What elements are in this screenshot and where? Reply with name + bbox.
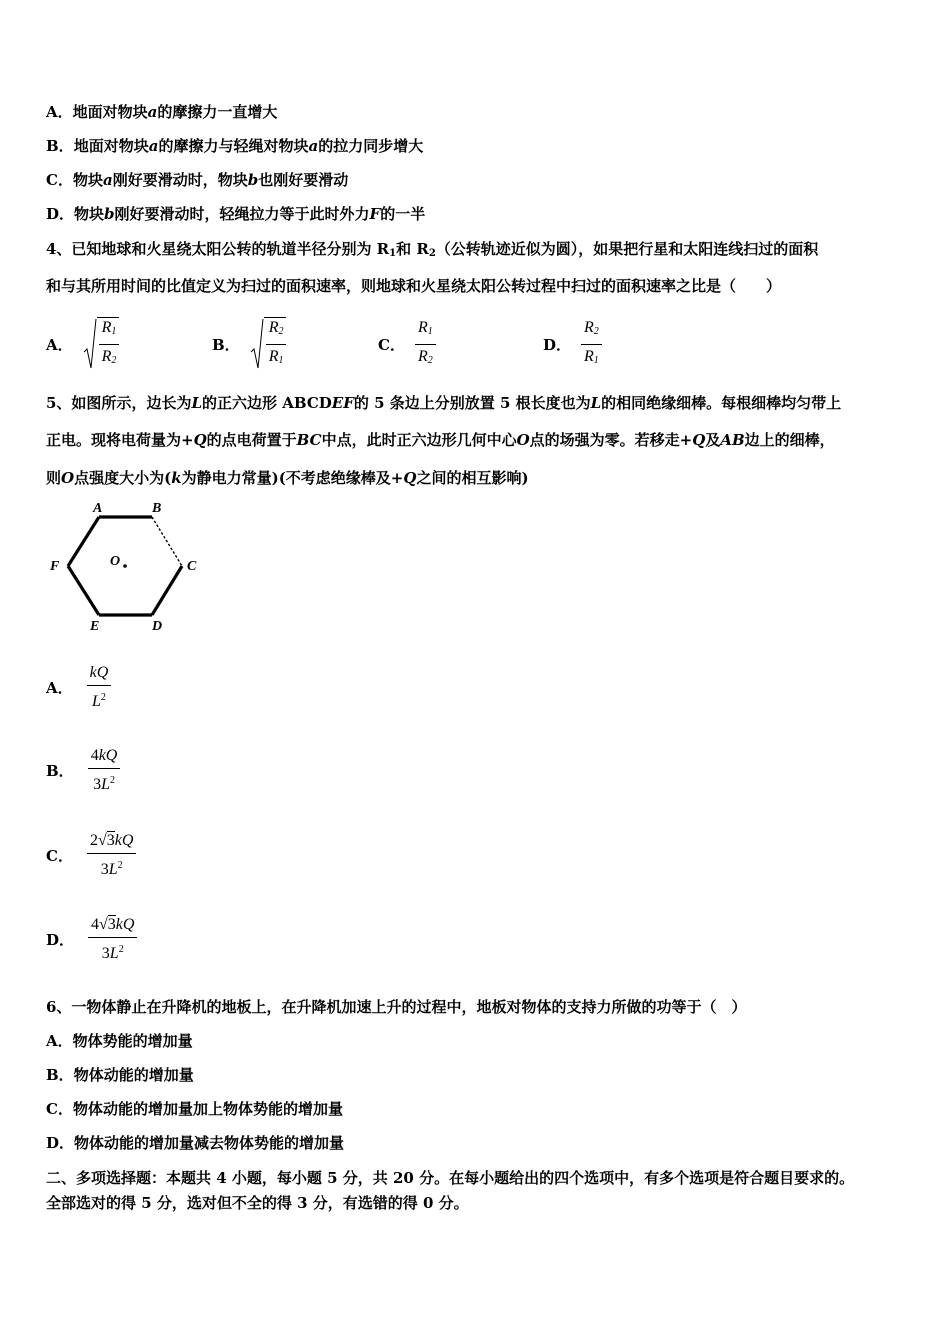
edge-bc-dashed xyxy=(152,517,182,566)
rod-fa xyxy=(68,517,99,566)
q4-stem-line2: 和与其所用时间的比值定义为扫过的面积速率，则地球和火星绕太阳公转过程中扫过的面积速率之比是（ ） xyxy=(46,277,782,295)
fraction: $\frac{2√3kQ}{3L^2}$ xyxy=(87,831,136,880)
vertex-label-a: A xyxy=(93,501,103,516)
q4-option-a: A． $\frac{R_1}{R_2}$ xyxy=(46,314,119,374)
section2-scoring: 全部选对的得 5 分，选对但不全的得 3 分，有选错的得 0 分。 xyxy=(46,1194,469,1212)
vertex-label-d: D xyxy=(152,619,163,634)
q6-option-c: C．物体动能的增加量加上物体势能的增加量 xyxy=(46,1100,343,1118)
rod-ef xyxy=(68,566,99,615)
q5-stem-line2: 正电。现将电荷量为+Q的点电荷置于BC中点，此时正六边形几何中心O点的场强为零。若移走+Q及AB边上的细棒， xyxy=(46,431,835,449)
sqrt-symbol xyxy=(250,317,287,371)
rod-cd xyxy=(152,566,182,615)
q5-stem-line1: 5、如图所示，边长为L的正六边形 ABCDEF的 5 条边上分别放置 5 根长度也为L的相同绝缘细棒。每根细棒均匀带上 xyxy=(46,394,842,412)
q5-option-d: D． $\frac{4√3kQ}{3L^2}$ xyxy=(46,915,137,964)
q3-option-d: D．物块b刚好要滑动时，轻绳拉力等于此时外力F的一半 xyxy=(46,205,426,223)
fraction: $\frac{R_1}{R_2}$ xyxy=(99,318,120,371)
q3-option-c: C．物块a刚好要滑动时，物块b也刚好要滑动 xyxy=(46,171,349,189)
sqrt-symbol: √ xyxy=(99,916,108,933)
sqrt-symbol xyxy=(83,317,120,371)
fraction: $\frac{R_2}{R_1}$ xyxy=(266,318,287,371)
q6-option-b: B．物体动能的增加量 xyxy=(46,1066,194,1084)
q4-stem-line1: 4、已知地球和火星绕太阳公转的轨道半径分别为 $R_1$和 $R_2$（公转轨迹近似为圆），如果把行星和太阳连线扫过的面积 xyxy=(46,240,819,259)
vertex-label-b: B xyxy=(152,501,162,516)
fraction: $\frac{4kQ}{3L^2}$ xyxy=(88,746,121,795)
vertex-label-f: F xyxy=(50,559,60,574)
center-label-o: O xyxy=(110,554,121,569)
sqrt-symbol: √ xyxy=(97,832,107,849)
center-point-o xyxy=(123,564,127,568)
fraction: $\frac{4√3kQ}{3L^2}$ xyxy=(88,915,137,964)
q4-options xyxy=(46,314,906,374)
fraction: $\frac{kQ}{L^2}$ xyxy=(87,663,112,712)
q3-option-b: B．地面对物块a的摩擦力与轻绳对物块a的拉力同步增大 xyxy=(46,137,424,155)
fraction: $\frac{R_2}{R_1}$ xyxy=(581,318,602,371)
q5-stem-line3: 则O点强度大小为(k为静电力常量)(不考虑绝缘棒及+Q之间的相互影响) xyxy=(46,469,529,487)
vertex-label-e: E xyxy=(90,619,100,634)
vertex-label-c: C xyxy=(187,559,197,574)
fraction: $\frac{R_1}{R_2}$ xyxy=(415,318,436,371)
hexagon-figure xyxy=(46,498,206,634)
q6-option-d: D．物体动能的增加量减去物体势能的增加量 xyxy=(46,1134,345,1152)
q6-option-a: A．物体势能的增加量 xyxy=(46,1032,193,1050)
q4-option-d: D． $\frac{R_2}{R_1}$ xyxy=(543,314,602,374)
q6-stem: 6、一物体静止在升降机的地板上，在升降机加速上升的过程中，地板对物体的支持力所做的功等于（ ） xyxy=(46,998,747,1016)
q5-option-c: C． $\frac{2√3kQ}{3L^2}$ xyxy=(46,831,136,880)
q3-option-a: A．地面对物块a的摩擦力一直增大 xyxy=(46,103,278,121)
section2-heading: 二、多项选择题：本题共 4 小题，每小题 5 分，共 20 分。在每小题给出的四个选项中，有多个选项是符合题目要求的。 xyxy=(46,1169,855,1187)
q5-option-a: A． $\frac{kQ}{L^2}$ xyxy=(46,663,111,712)
q4-option-b: B． $\frac{R_2}{R_1}$ xyxy=(212,314,286,374)
q4-option-c: C． $\frac{R_1}{R_2}$ xyxy=(378,314,436,374)
q5-option-b: B． $\frac{4kQ}{3L^2}$ xyxy=(46,746,120,795)
